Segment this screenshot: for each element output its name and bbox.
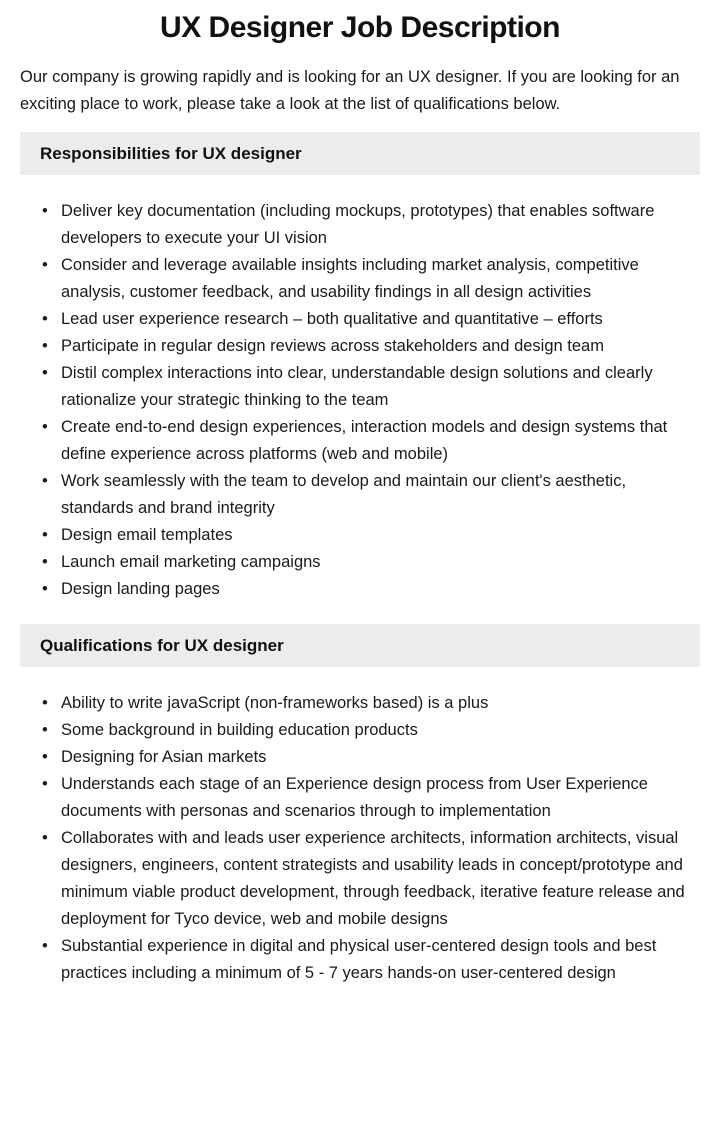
list-item: • Consider and leverage available insights including market analysis, competitive analysis, customer feedback, and usability findings in all design activities	[40, 252, 700, 306]
qualifications-list	[20, 690, 700, 987]
list-item: • Lead user experience research – both qualitative and quantitative – efforts	[40, 306, 700, 333]
list-item: • Participate in regular design reviews across stakeholders and design team	[40, 333, 700, 360]
section-header-label: Responsibilities for UX designer	[40, 143, 302, 163]
section-header-responsibilities	[20, 132, 700, 175]
list-item: • Some background in building education products	[40, 717, 700, 744]
list-item: • Design email templates	[40, 522, 700, 549]
section-qualifications	[20, 624, 700, 987]
list-item: • Collaborates with and leads user experience architects, information architects, visual designers, engineers, content strategists and usability leads in concept/prototype and minimum viable product development, through feedback, iterative feature release and deployment for Tyco device, web and mobile designs	[40, 825, 700, 933]
list-item: • Understands each stage of an Experience design process from User Experience documents with personas and scenarios through to implementation	[40, 771, 700, 825]
section-responsibilities	[20, 132, 700, 603]
list-item: • Create end-to-end design experiences, interaction models and design systems that define experience across platforms (web and mobile)	[40, 414, 700, 468]
section-header-label: Qualifications for UX designer	[40, 635, 284, 655]
list-item: • Work seamlessly with the team to develop and maintain our client's aesthetic, standards and brand integrity	[40, 468, 700, 522]
section-header-qualifications	[20, 624, 700, 667]
list-item: • Ability to write javaScript (non-frameworks based) is a plus	[40, 690, 700, 717]
responsibilities-list	[20, 198, 700, 603]
list-item: • Design landing pages	[40, 576, 700, 603]
page-title: UX Designer Job Description	[160, 11, 560, 44]
list-item: • Designing for Asian markets	[40, 744, 700, 771]
list-item: • Launch email marketing campaigns	[40, 549, 700, 576]
intro-paragraph: Our company is growing rapidly and is looking for an UX designer. If you are looking for an exciting place to work, please take a look at the list of qualifications below.	[20, 68, 680, 113]
list-item: • Substantial experience in digital and physical user-centered design tools and best practices including a minimum of 5 - 7 years hands-on user-centered design	[40, 933, 700, 987]
list-item: • Distil complex interactions into clear, understandable design solutions and clearly rationalize your strategic thinking to the team	[40, 360, 700, 414]
list-item: • Deliver key documentation (including mockups, prototypes) that enables software developers to execute your UI vision	[40, 198, 700, 252]
